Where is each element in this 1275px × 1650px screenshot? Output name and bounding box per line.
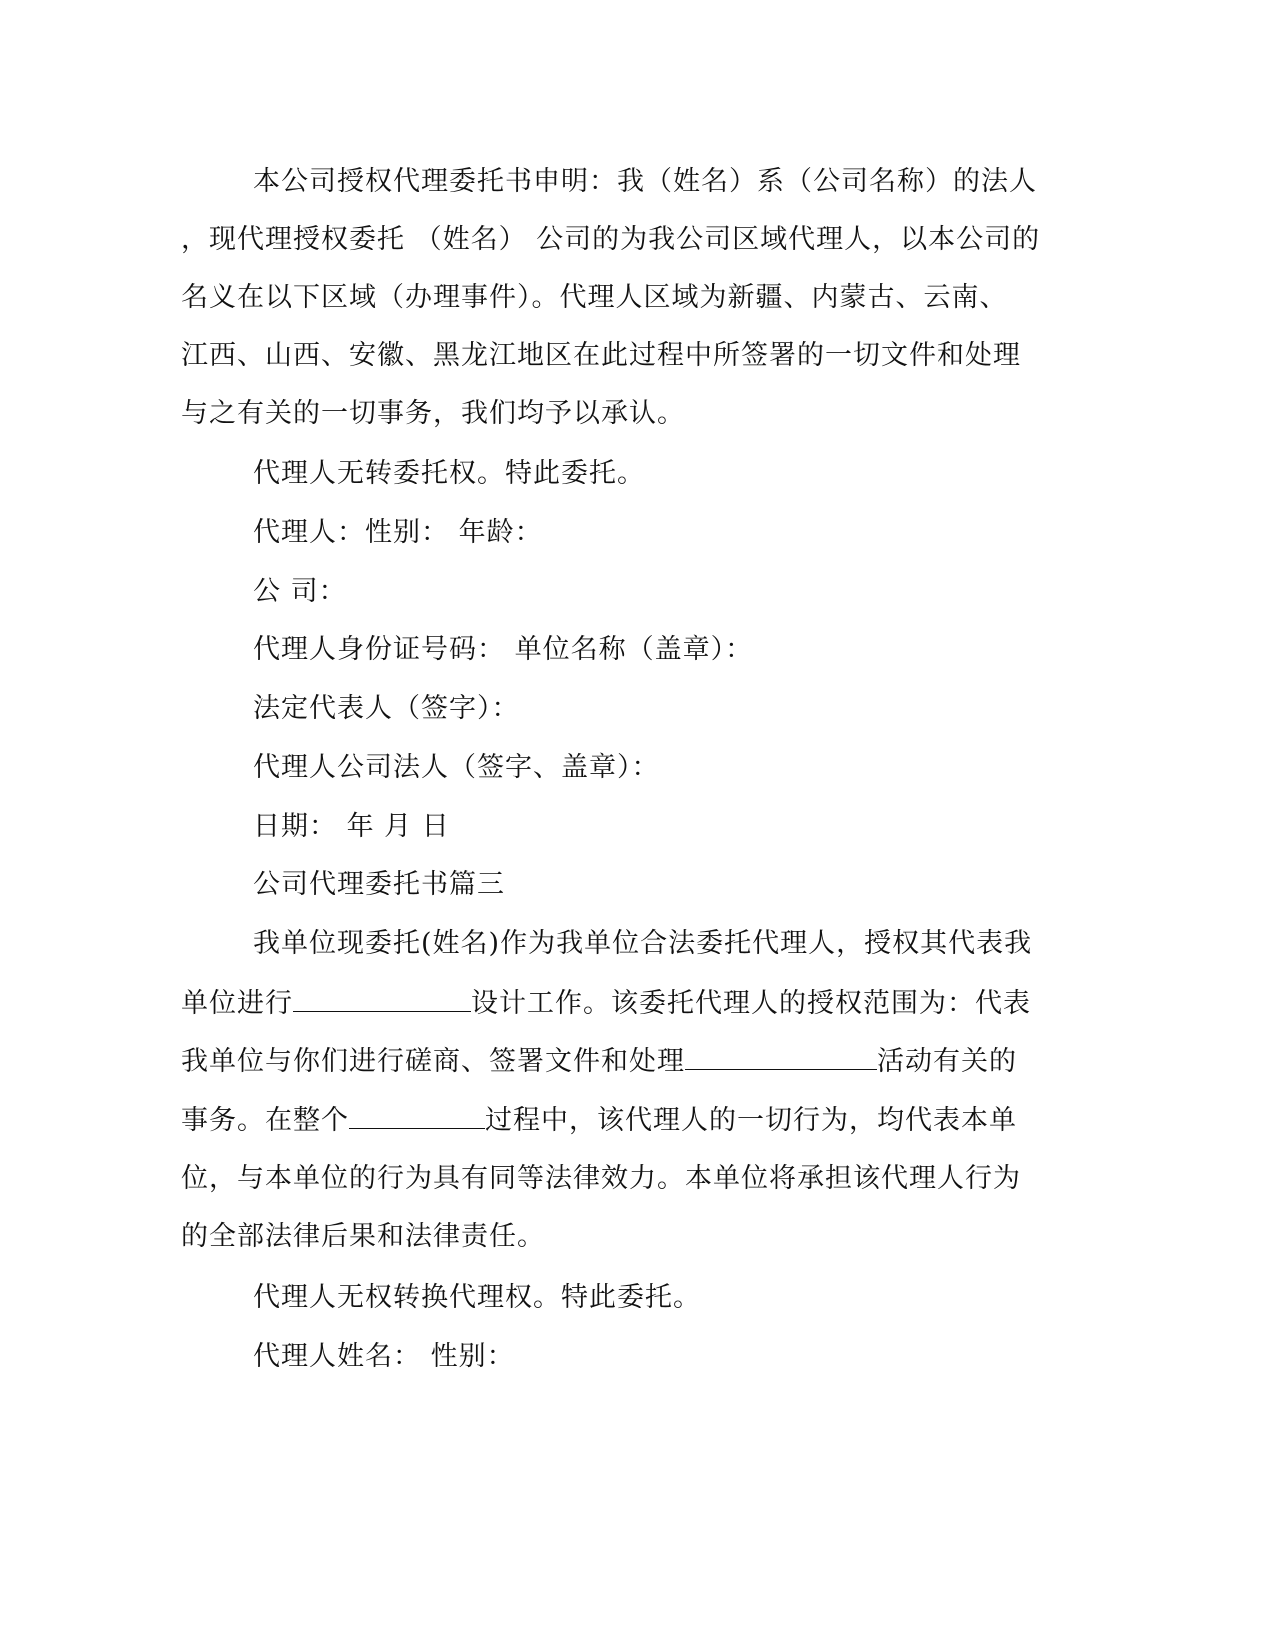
- paragraph2-line3-end: 活动有关的: [877, 1046, 1017, 1077]
- company-line: 公 司：: [253, 576, 347, 607]
- paragraph2-line1: 我单位现委托(姓名)作为我单位合法委托代理人，授权其代表我: [253, 928, 1033, 959]
- paragraph1-line2: ，现代理授权委托 （姓名） 公司的为我公司区域代理人，以本公司的: [181, 224, 1041, 255]
- paragraph2-line2-end: 设计工作。该委托代理人的授权范围为：代表: [471, 988, 1031, 1019]
- paragraph1-line5: 与之有关的一切事务，我们均予以承认。: [181, 398, 685, 429]
- paragraph2-line2-start: 单位进行: [181, 988, 293, 1019]
- no-subdelegation-line: 代理人无转委托权。特此委托。: [253, 458, 645, 489]
- paragraph2-line4: [181, 1102, 1081, 1139]
- paragraph2-line5: 位，与本单位的行为具有同等法律效力。本单位将承担该代理人行为: [181, 1163, 1021, 1194]
- paragraph1-line4: 江西、山西、安徽、黑龙江地区在此过程中所签署的一切文件和处理: [181, 340, 1021, 371]
- paragraph2-line6: 的全部法律后果和法律责任。: [181, 1221, 545, 1252]
- paragraph2-line4-end: 过程中，该代理人的一切行为，均代表本单: [485, 1105, 1017, 1136]
- paragraph1-line1: 本公司授权代理委托书申明：我（姓名）系（公司名称）的法人: [253, 166, 1037, 197]
- legal-rep-sign-line: 法定代表人（签字）：: [253, 693, 520, 724]
- blank-underline: [685, 1043, 877, 1070]
- agent-gender-age-line: 代理人：性别： 年龄：: [253, 517, 543, 548]
- date-line: 日期： 年 月 日: [253, 811, 450, 842]
- paragraph2-line3-start: 我单位与你们进行磋商、签署文件和处理: [181, 1046, 685, 1077]
- no-transfer-line: 代理人无权转换代理权。特此委托。: [253, 1282, 701, 1313]
- agent-name-gender-line: 代理人姓名： 性别：: [253, 1341, 515, 1372]
- paragraph2-line3: [181, 1043, 1081, 1080]
- agent-company-legal-line: 代理人公司法人（签字、盖章）：: [253, 752, 660, 783]
- paragraph1-line3: 名义在以下区域（办理事件）。代理人区域为新疆、内蒙古、云南、: [181, 282, 1008, 313]
- agent-id-unit-line: 代理人身份证号码： 单位名称（盖章）：: [253, 634, 754, 665]
- section-title: 公司代理委托书篇三: [253, 869, 505, 900]
- paragraph2-line2: [181, 985, 1081, 1022]
- blank-underline: [293, 985, 471, 1012]
- paragraph2-line4-start: 事务。在整个: [181, 1105, 349, 1136]
- blank-underline: [349, 1102, 485, 1129]
